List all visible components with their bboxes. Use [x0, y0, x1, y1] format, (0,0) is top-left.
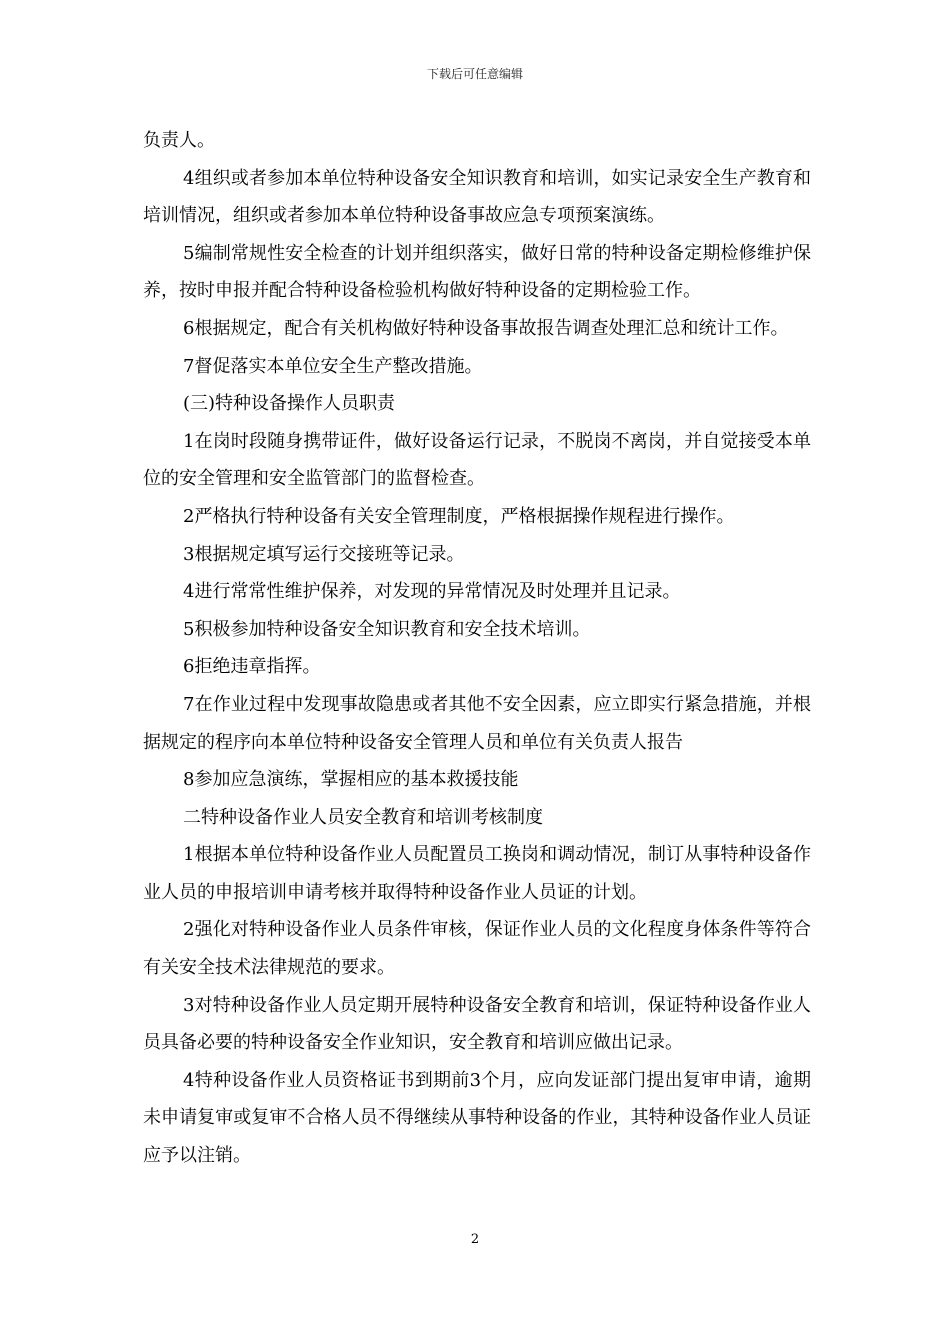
paragraph: 6拒绝违章指挥。 — [183, 656, 321, 678]
paragraph: 2严格执行特种设备有关安全管理制度，严格根据操作规程进行操作。 — [183, 505, 735, 527]
paragraph: 3对特种设备作业人员定期开展特种设备安全教育和培训，保证特种设备作业人员具备必要的特种设备安全作业知识，安全教育和培训应做出记录。 — [143, 994, 811, 1054]
document-body — [143, 122, 811, 1175]
paragraph: 7督促落实本单位安全生产整改措施。 — [183, 355, 483, 377]
paragraph: 1根据本单位特种设备作业人员配置员工换岗和调动情况，制订从事特种设备作业人员的申报培训申请考核并取得特种设备作业人员证的计划。 — [143, 844, 811, 903]
paragraph: 5积极参加特种设备安全知识教育和安全技术培训。 — [183, 618, 591, 640]
paragraph: 4组织或者参加本单位特种设备安全知识教育和培训，如实记录安全生产教育和培训情况，组织或者参加本单位特种设备事故应急专项预案演练。 — [143, 167, 811, 227]
paragraph: 1在岗时段随身携带证件，做好设备运行记录，不脱岗不离岗，并自觉接受本单位的安全管理和安全监管部门的监督检查。 — [143, 430, 811, 490]
paragraph: 2强化对特种设备作业人员条件审核，保证作业人员的文化程度身体条件等符合有关安全技术法律规范的要求。 — [143, 919, 811, 979]
paragraph: 4特种设备作业人员资格证书到期前3个月，应向发证部门提出复审申请，逾期未申请复审或复审不合格人员不得继续从事特种设备的作业，其特种设备作业人员证应予以注销。 — [143, 1069, 811, 1167]
paragraph: 4进行常常性维护保养，对发现的异常情况及时处理并且记录。 — [183, 581, 681, 603]
paragraph: 6根据规定，配合有关机构做好特种设备事故报告调查处理汇总和统计工作。 — [183, 317, 789, 339]
paragraph: 负责人。 — [143, 130, 215, 151]
section-heading: (三)特种设备操作人员职责 — [183, 393, 396, 415]
paragraph: 3根据规定填写运行交接班等记录。 — [183, 543, 465, 565]
page-number: 2 — [470, 1232, 480, 1247]
paragraph: 8参加应急演练，掌握相应的基本救援技能 — [183, 769, 519, 791]
page-header: 下载后可任意编辑 — [426, 67, 523, 81]
section-heading: 二特种设备作业人员安全教育和培训考核制度 — [183, 806, 543, 828]
paragraph: 5编制常规性安全检查的计划并组织落实，做好日常的特种设备定期检修维护保养，按时申报并配合特种设备检验机构做好特种设备的定期检验工作。 — [143, 242, 811, 302]
paragraph: 7在作业过程中发现事故隐患或者其他不安全因素，应立即实行紧急措施，并根据规定的程序向本单位特种设备安全管理人员和单位有关负责人报告 — [143, 693, 811, 753]
